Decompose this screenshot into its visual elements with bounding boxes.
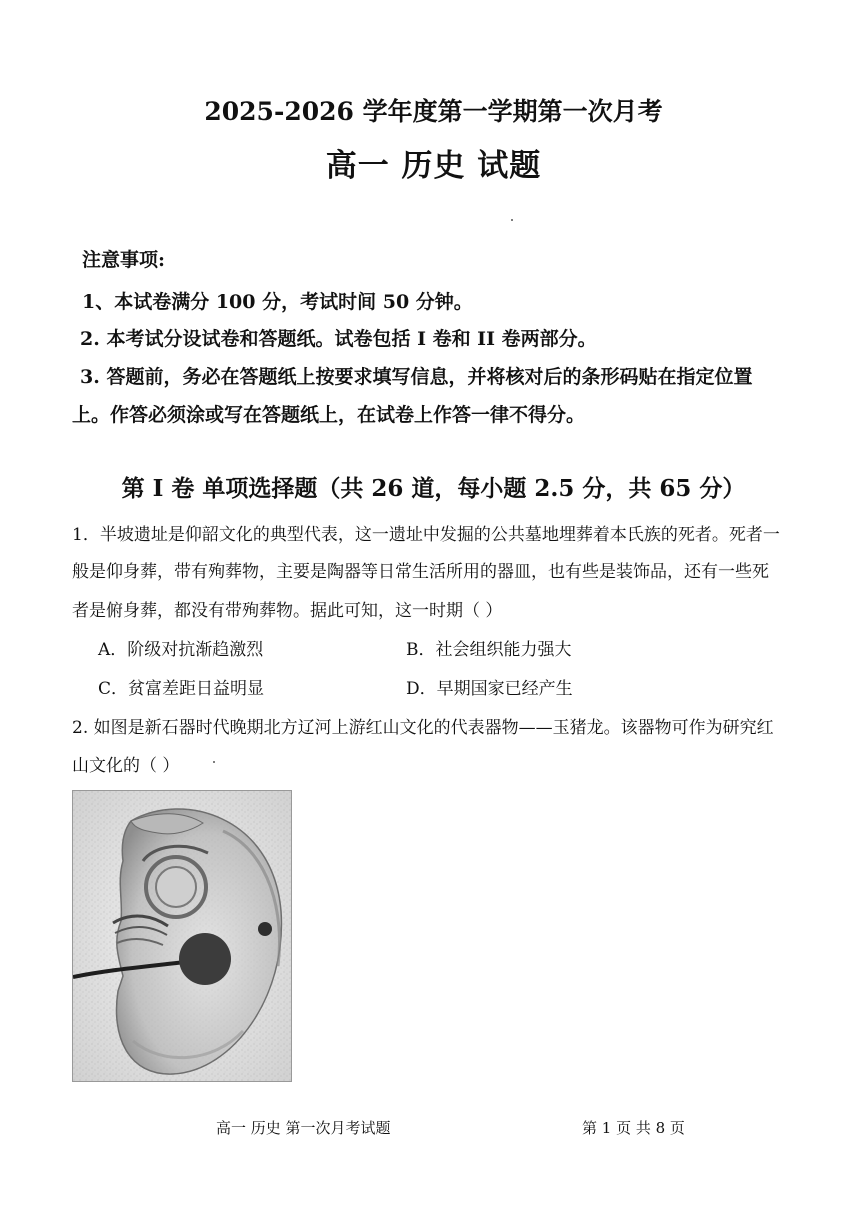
scan-speck	[511, 219, 513, 221]
exam-title: 2025-2026 学年度第一学期第一次月考	[204, 97, 663, 126]
question-2-line: 2. 如图是新石器时代晚期北方辽河上游红山文化的代表器物——玉猪龙。该器物可作为研究红	[72, 718, 774, 738]
section-title: 第 I 卷 单项选择题（共 26 道，每小题 2.5 分，共 65 分）	[121, 475, 746, 502]
notice-item-continued: 上。作答必须涂或写在答题纸上，在试卷上作答一律不得分。	[72, 404, 586, 426]
notice-item: 1、本试卷满分 100 分，考试时间 50 分钟。	[82, 291, 473, 313]
exam-subject-title: 高一 历史 试题	[325, 148, 542, 184]
notice-item: 3. 答题前，务必在答题纸上按要求填写信息，并将核对后的条形码贴在指定位置	[80, 366, 753, 388]
jade-pig-dragon-photo	[72, 790, 292, 1082]
question-1-line: 者是俯身葬，都没有带殉葬物。据此可知，这一时期（ ）	[72, 601, 503, 621]
footer-page-number: 第 1 页 共 8 页	[582, 1119, 685, 1137]
option-c: C．贫富差距日益明显	[98, 679, 265, 699]
question-2-line: 山文化的（ ）	[72, 756, 180, 776]
question-1-line: 般是仰身葬，带有殉葬物，主要是陶器等日常生活所用的器皿，也有些是装饰品，还有一些死	[72, 562, 769, 582]
question-1-line: 1．半坡遗址是仰韶文化的典型代表，这一遗址中发掘的公共墓地埋葬着本氏族的死者。死者一	[72, 525, 780, 545]
option-d: D．早期国家已经产生	[406, 679, 573, 699]
option-a: A．阶级对抗渐趋激烈	[98, 640, 264, 660]
scan-speck	[213, 761, 215, 763]
option-b: B．社会组织能力强大	[406, 640, 572, 660]
notice-heading: 注意事项:	[82, 249, 166, 271]
footer-exam-name: 高一 历史 第一次月考试题	[216, 1119, 391, 1137]
notice-item: 2. 本考试分设试卷和答题纸。试卷包括 I 卷和 II 卷两部分。	[80, 328, 597, 350]
